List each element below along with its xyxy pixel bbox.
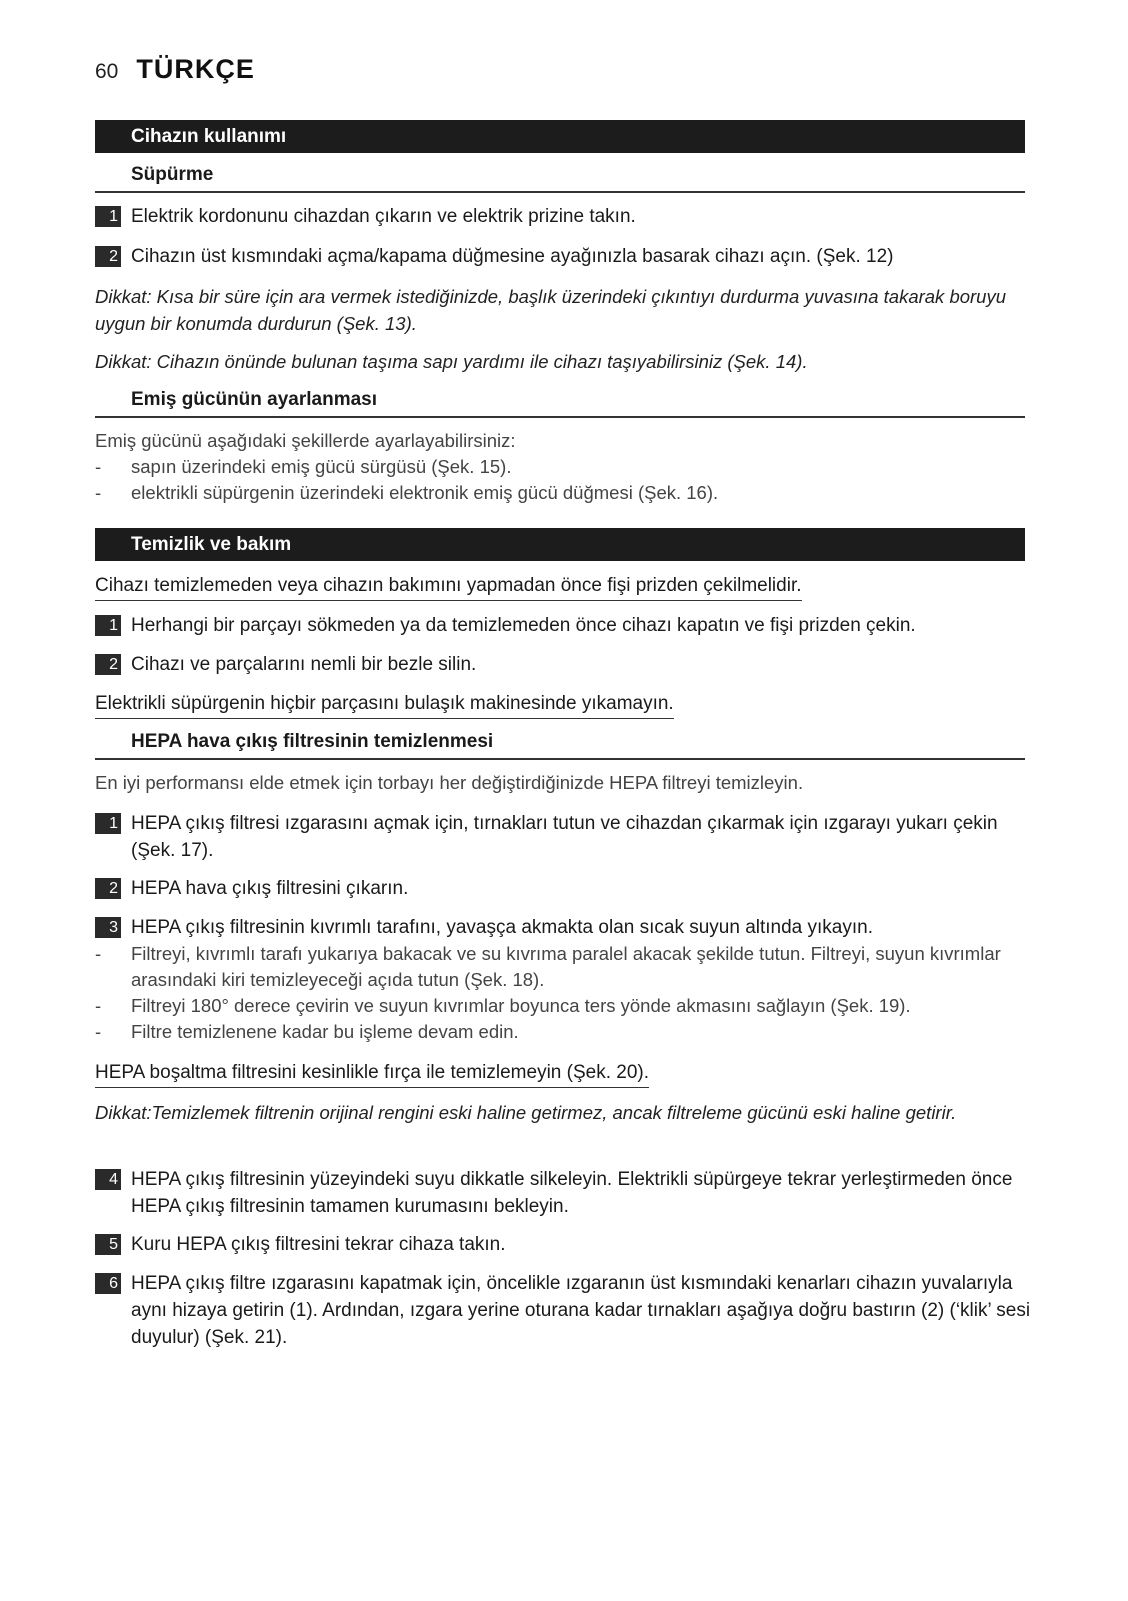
step-text: HEPA çıkış filtresi ızgarasını açmak için, tırnakları tutun ve cihazdan çıkarmak için ızgarayı yukarı çekin (Şek. 17).	[131, 813, 998, 861]
sweeping-step	[95, 203, 1035, 230]
section-heading-cleaning: Temizlik ve bakım	[95, 528, 1025, 561]
list-item: - Filtre temizlenene kadar bu işleme devam edin.	[95, 1021, 519, 1042]
step-number: 2	[95, 246, 121, 267]
hepa-intro: En iyi performansı elde etmek için torbayı her değiştirdiğinizde HEPA filtreyi temizleyin.	[95, 772, 804, 793]
warning-text: Cihazı temizlemeden veya cihazın bakımını yapmadan önce fişi prizden çekilmelidir.	[95, 573, 802, 601]
page-number: 60	[95, 60, 119, 83]
step-number: 5	[95, 1234, 121, 1255]
step-number: 2	[95, 878, 121, 899]
hepa-step	[95, 1270, 1035, 1351]
suction-intro: Emiş gücünü aşağıdaki şekillerde ayarlayabilirsiniz:	[95, 430, 516, 451]
list-item: - Filtreyi, kıvrımlı tarafı yukarıya bakacak ve su kıvrıma paralel akacak şekilde tutun. Filtreyi, suyun kıvrımlar arasındaki kiri temizleyeceği açıda tutun (Şek. 18).	[95, 943, 1001, 990]
warning-text: HEPA boşaltma filtresini kesinlikle fırça ile temizlemeyin (Şek. 20).	[95, 1060, 649, 1088]
step-number: 1	[95, 206, 121, 227]
hepa-step	[95, 875, 1035, 902]
step-text: Kuru HEPA çıkış filtresini tekrar cihaza takın.	[131, 1234, 506, 1255]
step-text: HEPA çıkış filtre ızgarasını kapatmak için, öncelikle ızgaranın üst kısmındaki kenarları cihazın yuvalarıyla aynı hizaya getirin (1). Ardından, ızgara yerine oturana kadar tırnakları aşağıya doğru bastırın (2) (‘klik’ sesi duyulur) (Şek. 21).	[131, 1273, 1031, 1348]
subheading-sweeping: Süpürme	[95, 164, 1025, 193]
hepa-step	[95, 1231, 1035, 1258]
cleaning-step	[95, 651, 1035, 678]
step-text: HEPA hava çıkış filtresini çıkarın.	[131, 878, 409, 899]
hepa-step	[95, 1166, 1035, 1220]
subheading-suction: Emiş gücünün ayarlanması	[95, 389, 1025, 418]
step-number: 3	[95, 917, 121, 938]
section-heading-usage: Cihazın kullanımı	[95, 120, 1025, 153]
warning-text: Elektrikli süpürgenin hiçbir parçasını bulaşık makinesinde yıkamayın.	[95, 691, 674, 719]
step-text: HEPA çıkış filtresinin kıvrımlı tarafını, yavaşça akmakta olan sıcak suyun altında yıkayın.	[131, 917, 874, 938]
hepa-bullet-list	[95, 941, 1030, 1045]
language-title: TÜRKÇE	[136, 54, 255, 84]
step-text: Elektrik kordonunu cihazdan çıkarın ve elektrik prizine takın.	[131, 206, 636, 227]
step-number: 1	[95, 813, 121, 834]
step-text: Cihazı ve parçalarını nemli bir bezle silin.	[131, 654, 477, 675]
page-header	[95, 54, 255, 85]
step-number: 6	[95, 1273, 121, 1294]
note-text: Dikkat: Cihazın önünde bulunan taşıma sapı yardımı ile cihazı taşıyabilirsiniz (Şek. 14).	[95, 351, 808, 372]
cleaning-step	[95, 612, 1035, 639]
step-text: HEPA çıkış filtresinin yüzeyindeki suyu dikkatle silkeleyin. Elektrikli süpürgeye tekrar yerleştirmeden önce HEPA çıkış filtresinin tamamen kurumasını bekleyin.	[131, 1169, 1013, 1217]
step-number: 2	[95, 654, 121, 675]
hepa-step	[95, 810, 1035, 864]
sweeping-step	[95, 243, 1035, 270]
step-number: 1	[95, 615, 121, 636]
step-text: Herhangi bir parçayı sökmeden ya da temizlemeden önce cihazı kapatın ve fişi prizden çekin.	[131, 615, 916, 636]
step-text: Cihazın üst kısmındaki açma/kapama düğmesine ayağınızla basarak cihazı açın. (Şek. 12)	[131, 246, 894, 267]
suction-bullet-list	[95, 454, 1030, 506]
list-item: - elektrikli süpürgenin üzerindeki elektronik emiş gücü düğmesi (Şek. 16).	[95, 482, 719, 503]
hepa-step	[95, 914, 1035, 941]
note-text: Dikkat: Kısa bir süre için ara vermek istediğinizde, başlık üzerindeki çıkıntıyı durdurma yuvasına takarak boruyu uygun bir konumda durdurun (Şek. 13).	[95, 286, 1007, 334]
step-number: 4	[95, 1169, 121, 1190]
note-text: Dikkat:Temizlemek filtrenin orijinal rengini eski haline getirmez, ancak filtreleme gücünü eski haline getirir.	[95, 1102, 957, 1123]
list-item: - sapın üzerindeki emiş gücü sürgüsü (Şek. 15).	[95, 456, 512, 477]
subheading-hepa: HEPA hava çıkış filtresinin temizlenmesi	[95, 731, 1025, 760]
list-item: - Filtreyi 180° derece çevirin ve suyun kıvrımlar boyunca ters yönde akmasını sağlayın (Şek. 19).	[95, 995, 911, 1016]
